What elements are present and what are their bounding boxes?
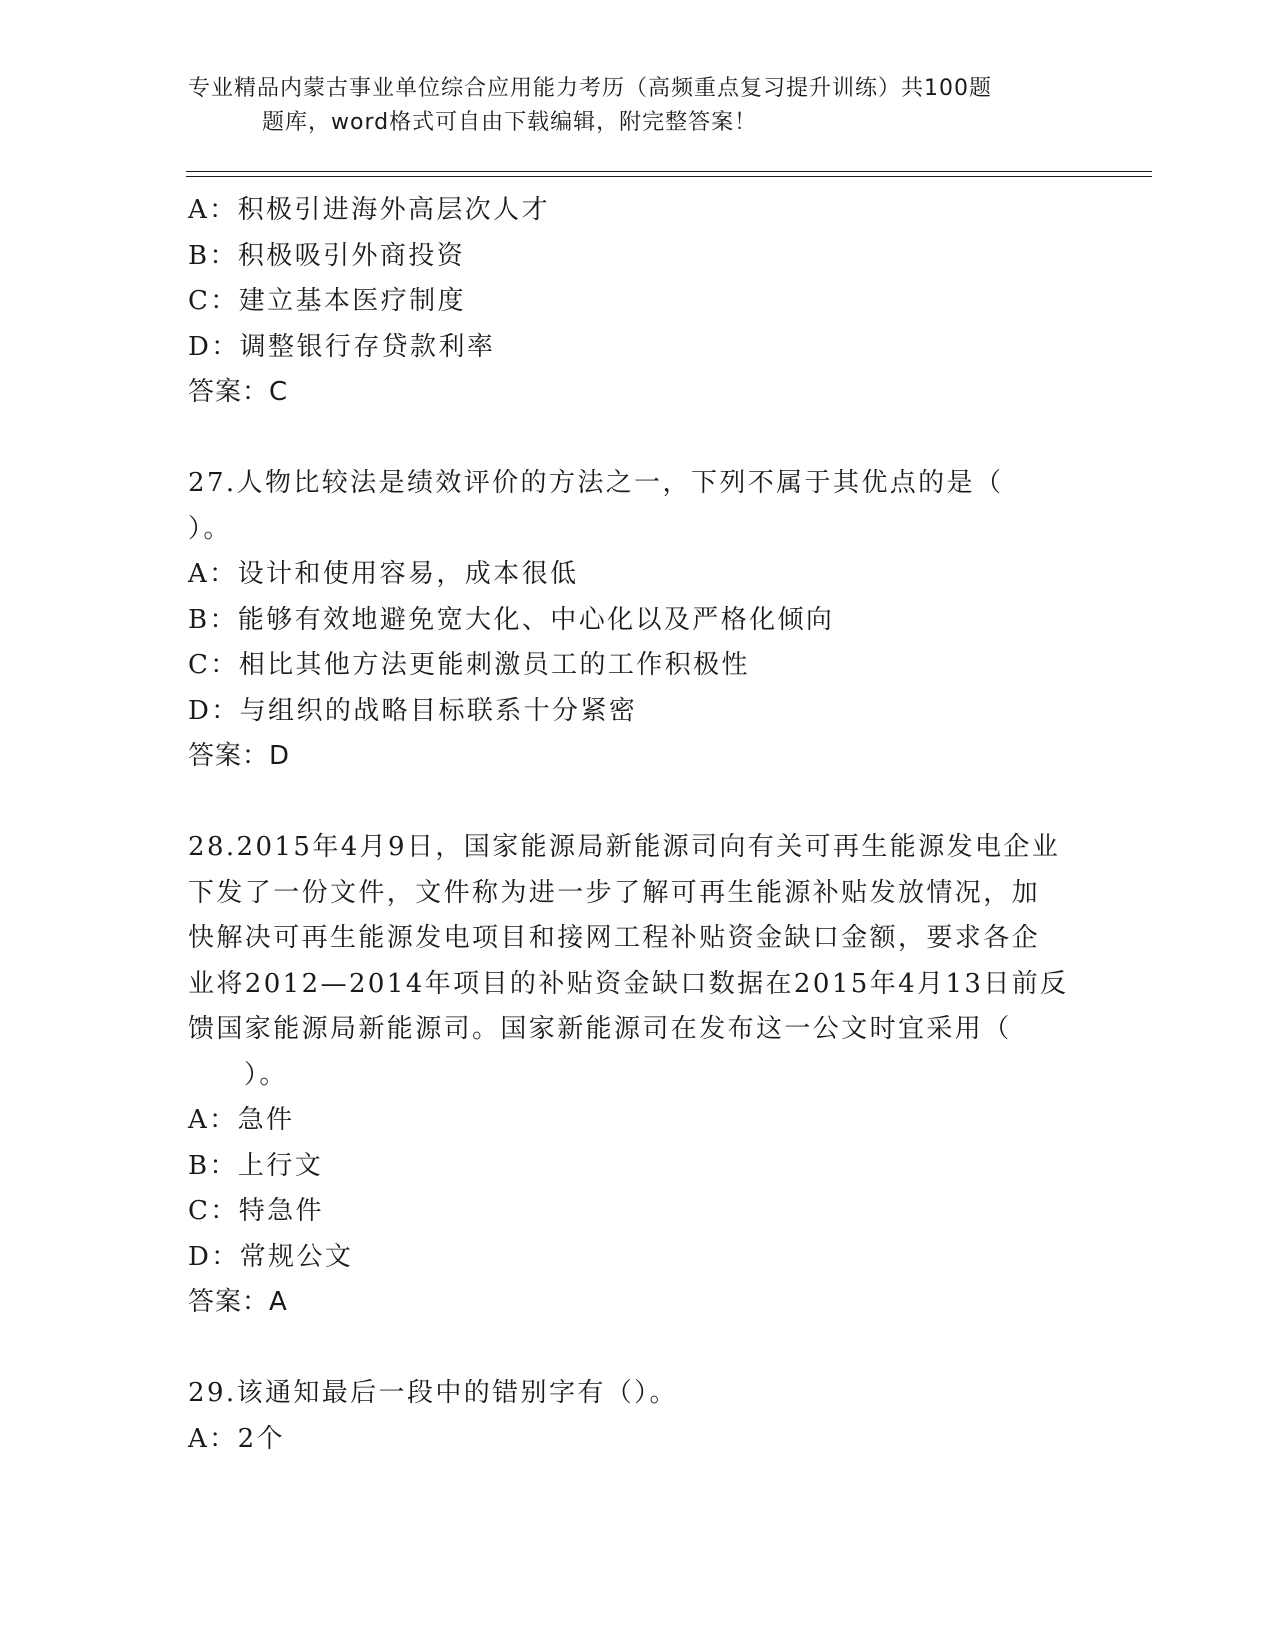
question-list [188, 188, 1088, 1462]
answer-label: 答案：D [188, 741, 291, 771]
question-stem-line: 快解决可再生能源发电项目和接网工程补贴资金缺口金额，要求各企 [188, 923, 1041, 953]
option-c: C：特急件 [188, 1196, 324, 1226]
option-d: D：与组织的战略目标联系十分紧密 [188, 695, 638, 726]
option-a: A：急件 [188, 1105, 295, 1135]
question-stem-line: 下发了一份文件，文件称为进一步了解可再生能源补贴发放情况，加 [188, 877, 1041, 908]
header-divider-bottom [186, 176, 1152, 177]
question-28-block [188, 825, 1088, 1326]
header-title-line-1: 专业精品内蒙古事业单位综合应用能力考历（高频重点复习提升训练）共100题 [188, 76, 992, 101]
question-stem-line: 业将2012—2014年项目的补贴资金缺口数据在2015年4月13日前反 [188, 968, 1069, 999]
spacer [188, 416, 1088, 462]
option-a: A：积极引进海外高层次人才 [188, 195, 550, 225]
answer-label: 答案：A [188, 1287, 288, 1317]
option-b: B：积极吸引外商投资 [188, 240, 466, 271]
header-title-line-2: 题库，word格式可自由下载编辑，附完整答案！ [262, 110, 758, 135]
document-header [188, 72, 1088, 140]
option-d: D：常规公文 [188, 1241, 354, 1272]
header-divider-top [186, 171, 1152, 172]
spacer [188, 1326, 1088, 1372]
question-stem-line: 馈国家能源局新能源司。国家新能源司在发布这一公文时宜采用（ [188, 1014, 1012, 1044]
question-26-block [188, 188, 1088, 416]
question-stem-continuation: ）。 [188, 513, 232, 544]
option-d: D：调整银行存贷款利率 [188, 331, 496, 362]
question-stem-line: ）。 [244, 1059, 288, 1090]
option-a: A：设计和使用容易，成本很低 [188, 559, 579, 589]
option-b: B：上行文 [188, 1150, 324, 1181]
question-29-block [188, 1371, 1088, 1462]
question-stem-line: 28.2015年4月9日，国家能源局新能源司向有关可再生能源发电企业 [188, 832, 1061, 862]
question-27-block [188, 461, 1088, 780]
question-stem: 27.人物比较法是绩效评价的方法之一，下列不属于其优点的是（ [188, 468, 1004, 498]
option-c: C：建立基本医疗制度 [188, 286, 466, 316]
option-b: B：能够有效地避免宽大化、中心化以及严格化倾向 [188, 604, 835, 635]
answer-label: 答案：C [188, 377, 289, 407]
spacer [188, 780, 1088, 826]
question-stem: 29.该通知最后一段中的错别字有（）。 [188, 1378, 678, 1408]
option-c: C：相比其他方法更能刺激员工的工作积极性 [188, 650, 750, 680]
option-a: A：2个 [188, 1423, 285, 1454]
